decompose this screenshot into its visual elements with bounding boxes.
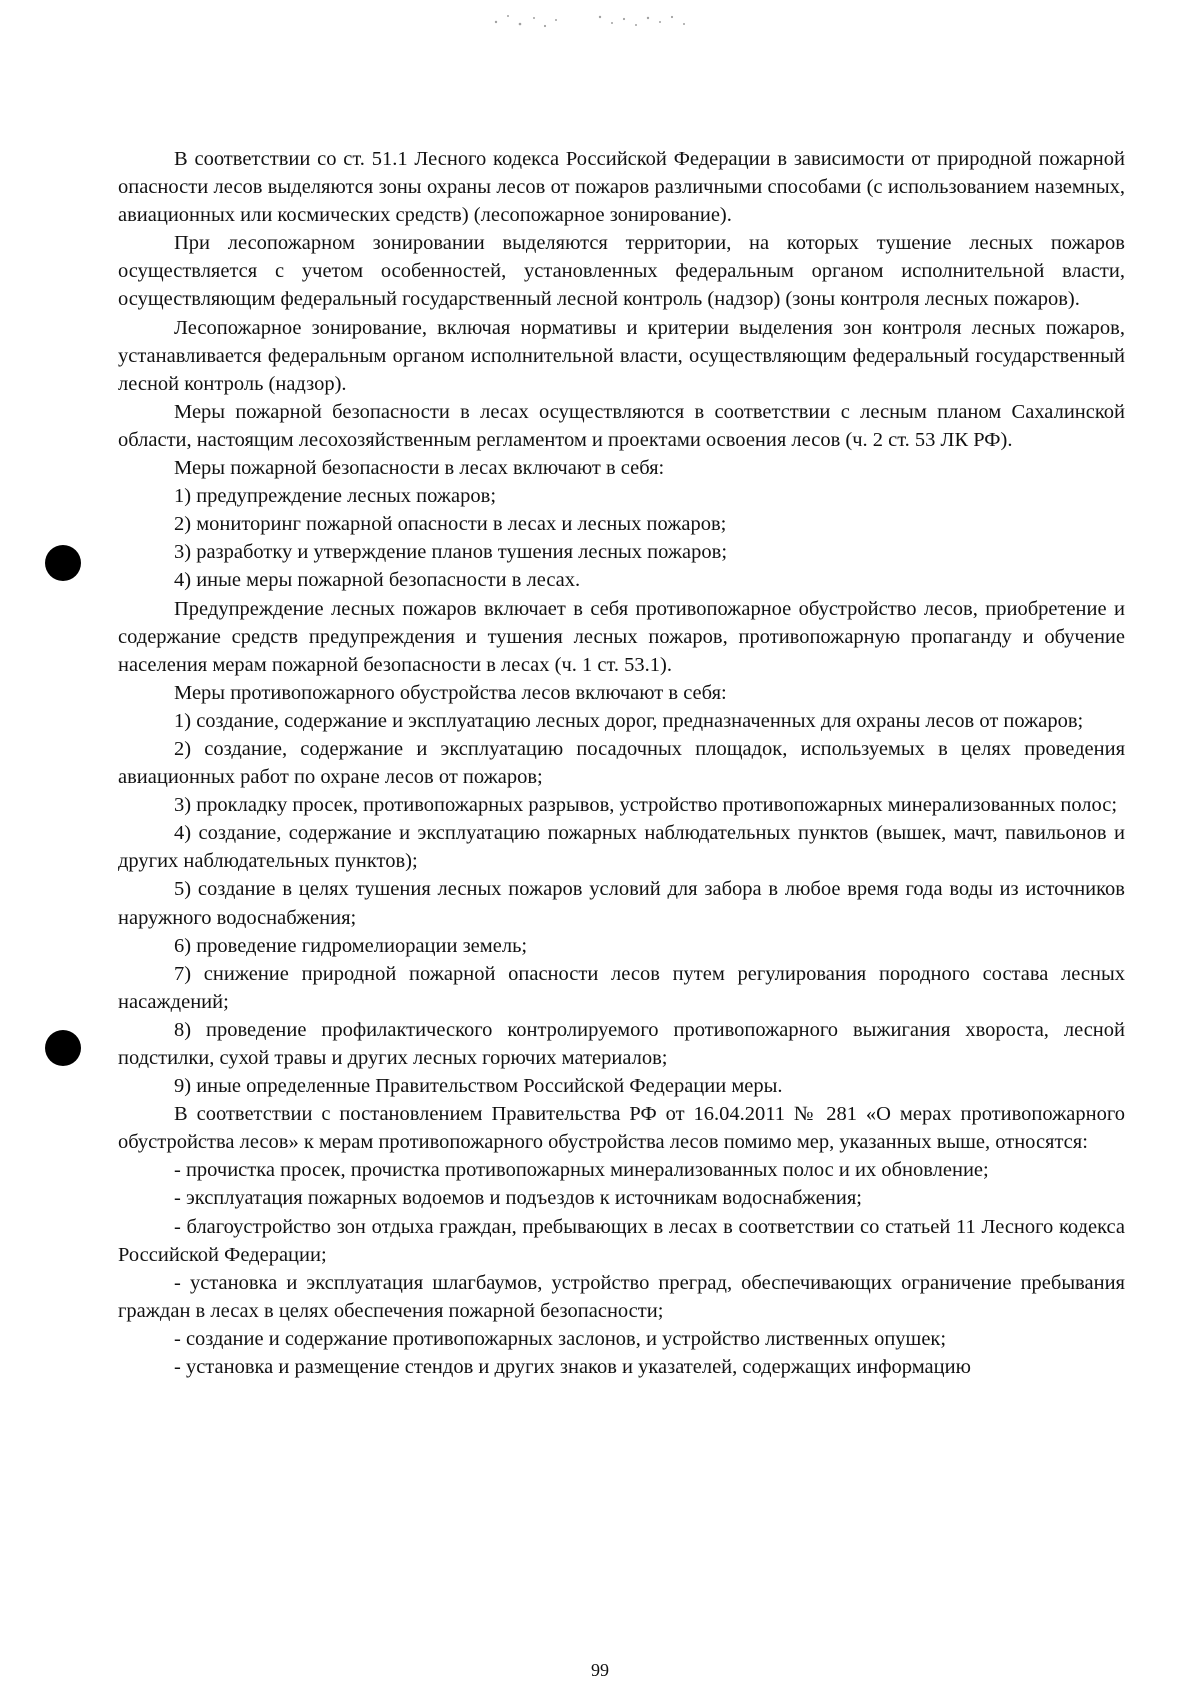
list-item: 6) проведение гидромелиорации земель;: [174, 934, 528, 957]
page-number: 99: [591, 1660, 609, 1680]
list-item: 2) создание, содержание и эксплуатацию посадочных площадок, используемых в целях проведения авиационных работ по охране лесов от пожаров;: [118, 737, 1125, 789]
paragraph: При лесопожарном зонировании выделяются территории, на которых тушение лесных пожаров осуществляется с учетом особенностей, установленных федеральным органом исполнительной власти, осуществляющим федеральный государственный лесной контроль (надзор) (зоны контроля лесных пожаров).: [118, 232, 1125, 311]
list-item: 4) создание, содержание и эксплуатацию пожарных наблюдательных пунктов (вышек, мачт, павильонов и других наблюдательных пунктов);: [118, 822, 1125, 873]
list-item: 3) разработку и утверждение планов тушения лесных пожаров;: [174, 541, 728, 564]
dash-list-item: - прочистка просек, прочистка противопожарных минерализованных полос и их обновление;: [174, 1159, 989, 1182]
paragraph: Предупреждение лесных пожаров включает в себя противопожарное обустройство лесов, приобретение и содержание средств предупреждения и тушения лесных пожаров, противопожарную пропаганду и обучение населения мерам пожарной безопасности в лесах (ч. 1 ст. 53.1).: [118, 597, 1125, 676]
paragraph: Меры противопожарного обустройства лесов включают в себя:: [174, 681, 727, 704]
punch-hole-lower: [45, 1030, 81, 1066]
paragraph: Меры пожарной безопасности в лесах включают в себя:: [174, 457, 665, 480]
paragraph: В соответствии с постановлением Правительства РФ от 16.04.2011 № 281 «О мерах противопожарного обустройства лесов» к мерам противопожарного обустройства лесов помимо мер, указанных выше, относятся:: [118, 1103, 1125, 1154]
punch-hole-upper: [45, 545, 81, 581]
dash-list-item: - установка и размещение стендов и других знаков и указателей, содержащих информацию: [174, 1356, 971, 1379]
list-item: 5) создание в целях тушения лесных пожаров условий для забора в любое время года воды из источников наружного водоснабжения;: [118, 878, 1125, 929]
dash-list-item: - благоустройство зон отдыха граждан, пребывающих в лесах в соответствии со статьей 11 Лесного кодекса Российской Федерации;: [118, 1215, 1125, 1266]
document-body: [118, 145, 1125, 1381]
list-item: 8) проведение профилактического контролируемого противопожарного выжигания хвороста, лесной подстилки, сухой травы и других лесных горючих материалов;: [118, 1018, 1125, 1069]
paragraph: В соответствии со ст. 51.1 Лесного кодекса Российской Федерации в зависимости от природной пожарной опасности лесов выделяются зоны охраны лесов от пожаров различными способами (с использованием наземных, авиационных или космических средств) (лесопожарное зонирование).: [118, 148, 1125, 227]
list-item: 1) создание, содержание и эксплуатацию лесных дорог, предназначенных для охраны лесов от пожаров;: [174, 709, 1084, 732]
dash-list-item: - создание и содержание противопожарных заслонов, и устройство лиственных опушек;: [174, 1327, 947, 1350]
scan-noise-marks: [490, 8, 770, 36]
list-item: 9) иные определенные Правительством Российской Федерации меры.: [174, 1075, 783, 1098]
list-item: 1) предупреждение лесных пожаров;: [174, 485, 497, 508]
dash-list-item: - установка и эксплуатация шлагбаумов, устройство преград, обеспечивающих ограничение пребывания граждан в лесах в целях обеспечения пожарной безопасности;: [118, 1271, 1125, 1322]
dash-list-item: - эксплуатация пожарных водоемов и подъездов к источникам водоснабжения;: [174, 1187, 862, 1210]
paragraph: Лесопожарное зонирование, включая нормативы и критерии выделения зон контроля лесных пожаров, устанавливается федеральным органом исполнительной власти, осуществляющим федеральный государственный лесной контроль (надзор).: [118, 316, 1125, 395]
list-item: 2) мониторинг пожарной опасности в лесах и лесных пожаров;: [174, 513, 727, 536]
list-item: 7) снижение природной пожарной опасности лесов путем регулирования породного состава лесных насаждений;: [118, 962, 1125, 1013]
list-item: 4) иные меры пожарной безопасности в лесах.: [174, 569, 581, 592]
list-item: 3) прокладку просек, противопожарных разрывов, устройство противопожарных минерализованных полос;: [174, 794, 1118, 817]
paragraph: Меры пожарной безопасности в лесах осуществляются в соответствии с лесным планом Сахалинской области, настоящим лесохозяйственным регламентом и проектами освоения лесов (ч. 2 ст. 53 ЛК РФ).: [118, 400, 1125, 451]
